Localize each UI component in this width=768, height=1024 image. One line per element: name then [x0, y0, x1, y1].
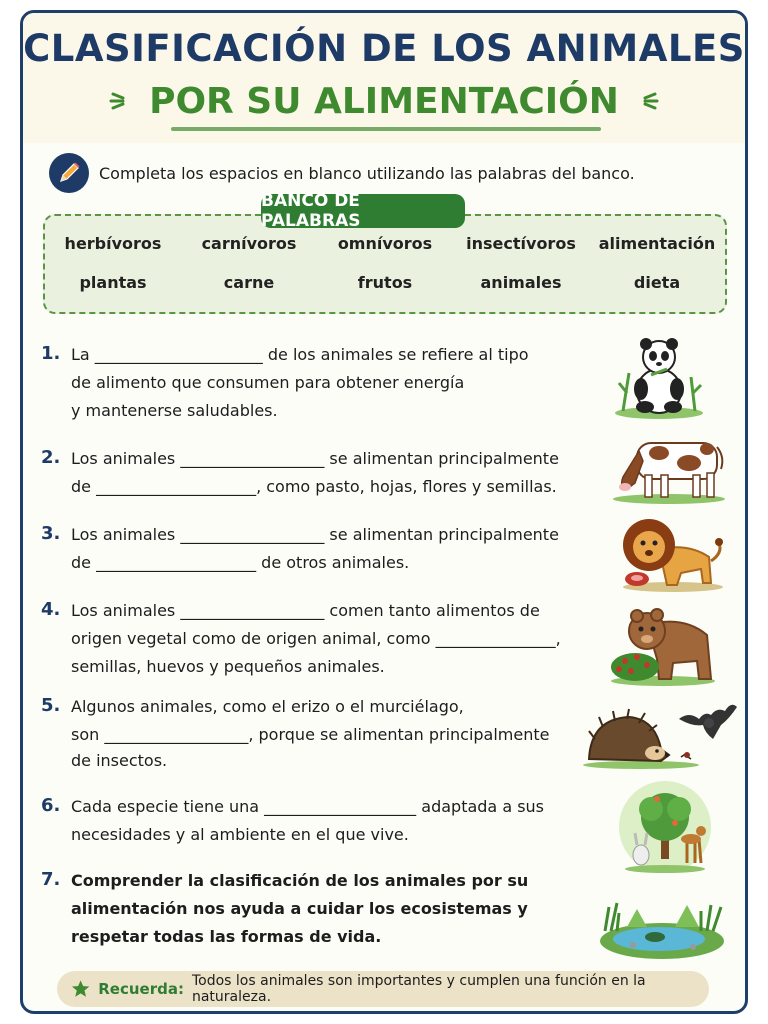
question-number: 2.: [41, 447, 61, 468]
bank-word: carnívoros: [201, 234, 297, 253]
reminder-note: [57, 971, 709, 1007]
question-line: de insectos.: [71, 751, 168, 770]
bank-word: insectívoros: [466, 234, 576, 253]
page-title: CLASIFICACIÓN DE LOS ANIMALES: [23, 27, 745, 70]
question-number: 3.: [41, 523, 61, 544]
cow-icon: [609, 431, 727, 505]
question-line: semillas, huevos y pequeños animales.: [71, 657, 385, 676]
header: [23, 13, 745, 143]
bank-word: dieta: [633, 273, 681, 292]
question-line: origen vegetal como de origen animal, como _______________,: [71, 629, 561, 648]
pond-icon: [597, 887, 727, 963]
page-subtitle: POR SU ALIMENTACIÓN: [149, 80, 619, 122]
question-line: Los animales __________________ se alimentan principalmente: [71, 449, 559, 468]
question-line: necesidades y al ambiente en el que vive.: [71, 825, 409, 844]
worksheet: [20, 10, 748, 1014]
pencil-icon: [49, 153, 89, 193]
reminder-label: Recuerda:: [98, 980, 184, 998]
bank-word: herbívoros: [64, 234, 162, 253]
forest-icon: [617, 779, 713, 875]
question-line: alimentación nos ayuda a cuidar los ecosistemas y: [71, 899, 528, 918]
question-line: de alimento que consumen para obtener energía: [71, 373, 465, 392]
question-number: 7.: [41, 869, 61, 890]
lion-icon: [619, 513, 727, 593]
bank-word: animales: [480, 273, 562, 292]
question-line: de ____________________ de otros animales.: [71, 553, 410, 572]
bank-word: alimentación: [598, 234, 716, 253]
bank-word: frutos: [357, 273, 413, 292]
question-number: 6.: [41, 795, 61, 816]
question-number: 5.: [41, 695, 61, 716]
question-number: 4.: [41, 599, 61, 620]
bank-word: plantas: [79, 273, 147, 292]
hedgehog-bat-icon: [581, 689, 741, 771]
bank-word: carne: [223, 273, 275, 292]
question-line: de ____________________, como pasto, hojas, flores y semillas.: [71, 477, 557, 496]
instruction-text: Completa los espacios en blanco utilizando las palabras del banco.: [99, 163, 635, 183]
bear-icon: [603, 601, 717, 687]
question-line: Algunos animales, como el erizo o el murciélago,: [71, 697, 464, 716]
sparkle-left-icon: [109, 88, 135, 114]
instruction: [49, 153, 635, 193]
reminder-text: Todos los animales son importantes y cumplen una función en la naturaleza.: [191, 973, 646, 1005]
question-number: 1.: [41, 343, 61, 364]
question-line: son __________________, porque se alimentan principalmente: [71, 725, 550, 744]
subtitle-underline: [171, 127, 601, 131]
question-line: respetar todas las formas de vida.: [71, 927, 382, 946]
star-icon: [71, 979, 90, 999]
question-line: Cada especie tiene una ___________________ adaptada a sus: [71, 797, 545, 816]
question-line: La _____________________ de los animales se refiere al tipo: [71, 345, 529, 364]
word-bank-title: BANCO DE PALABRAS: [261, 194, 465, 228]
bank-word: omnívoros: [337, 234, 433, 253]
question-line: Los animales __________________ comen tanto alimentos de: [71, 601, 540, 620]
panda-icon: [611, 333, 707, 421]
question-line: y mantenerse saludables.: [71, 401, 278, 420]
question-line: Comprender la clasificación de los animales por su: [71, 871, 529, 890]
question-line: Los animales __________________ se alimentan principalmente: [71, 525, 559, 544]
sparkle-right-icon: [633, 88, 659, 114]
